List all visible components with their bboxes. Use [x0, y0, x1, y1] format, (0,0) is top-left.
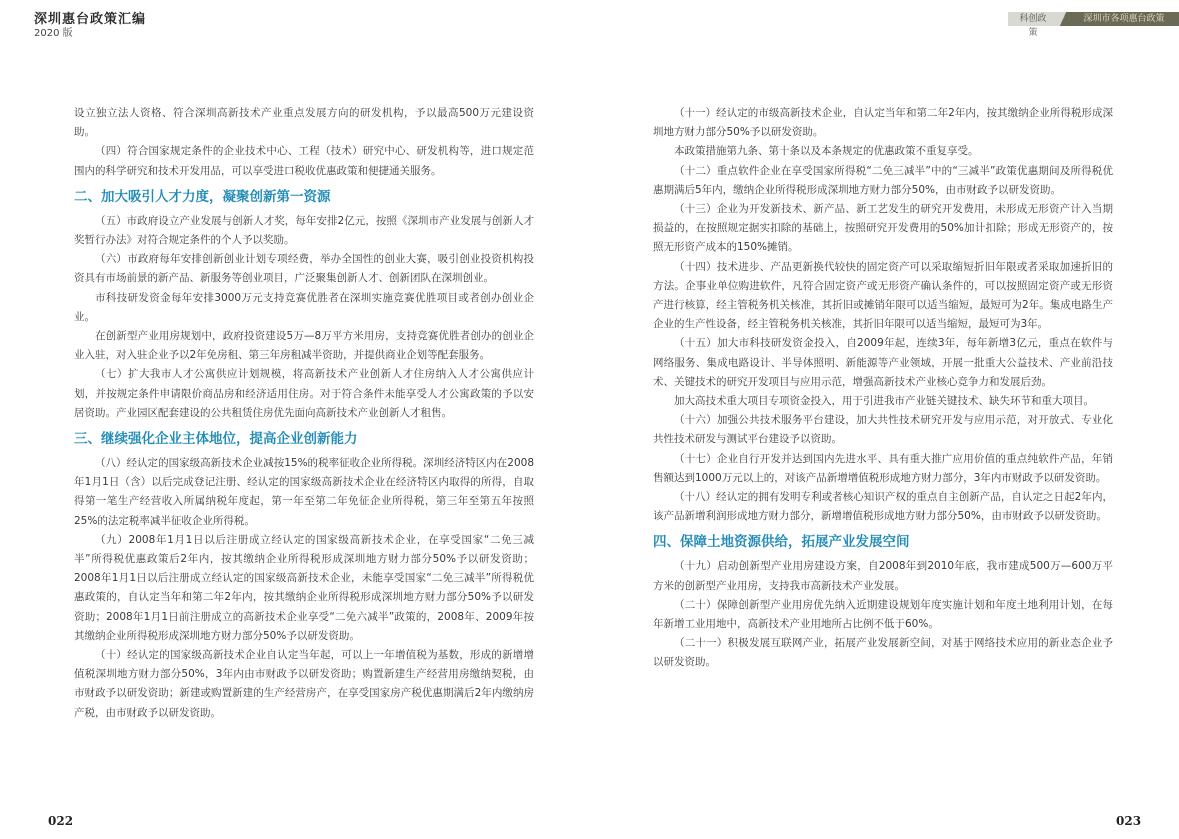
left-page-body: [74, 104, 534, 723]
paragraph: （十五）加大市科技研发资金投入，自2009年起，连续3年，每年新增3亿元，重点在软件与网络服务、集成电路设计、半导体照明、新能源等产业领域，开展一批重大公益技术、产业前沿技术、关键技术的研究开发项目与应用示范，增强高新技术产业核心竞争力和发展后劲。: [653, 337, 1113, 388]
paragraph: （十三）企业为开发新技术、新产品、新工艺发生的研究开发费用，未形成无形资产计入当期损益的，在按照规定据实扣除的基础上，按照研究开发费用的50%加计扣除；形成无形资产的，按照无形资产成本的150%摊销。: [653, 203, 1113, 254]
paragraph: （十九）启动创新型产业用房建设方案，自2008年到2010年底，我市建成500万—600万平方米的创新型产业用房，支持我市高新技术产业发展。: [653, 560, 1113, 592]
paragraph: 本政策措施第九条、第十条以及本条规定的优惠政策不重复享受。: [674, 145, 979, 158]
paragraph: （六）市政府每年安排创新创业计划专项经费，举办全国性的创业大赛，吸引创业投资机构投资具有市场前景的新产品、新服务等创业项目，广泛聚集创新人才、创新团队在深圳创业。: [74, 253, 534, 285]
left-page-number: 022: [48, 814, 74, 828]
paragraph: （五）市政府设立产业发展与创新人才奖，每年安排2亿元，按照《深圳市产业发展与创新人才奖暂行办法》对符合规定条件的个人予以奖励。: [74, 214, 534, 247]
paragraph: （七）扩大我市人才公寓供应计划规模，将高新技术产业创新人才住房纳入人才公寓供应计划，并按规定条件申请限价商品房和经济适用住房。对于符合条件未能享受人才公寓政策的予以安居资助。产业园区配套建设的公共租赁住房优先面向高新技术产业创新人才租售。: [74, 368, 534, 419]
paragraph: （八）经认定的国家级高新技术企业减按15%的税率征收企业所得税。深圳经济特区内在2008年1月1日（含）以后完成登记注册、经认定的国家级高新技术企业在经济特区内取得的所得，自取得第一笔生产经营收入所属纳税年度起，第一年至第二年免征企业所得税，第三年至第五年按照25%的法定税率减半征收企业所得税。: [74, 457, 534, 527]
edition-label: 2020 版: [34, 28, 73, 39]
paragraph: 市科技研发资金每年安排3000万元支持竞赛优胜者在深圳实施竞赛优胜项目或者创办创业企业。: [74, 291, 534, 323]
paragraph: （十八）经认定的拥有发明专利或者核心知识产权的重点自主创新产品，自认定之日起2年内，该产品新增利润形成地方财力部分，新增增值税形成地方财力部分50%，由市财政予以研发资助。: [653, 491, 1113, 523]
section-heading: 四、保障土地资源供给，拓展产业发展空间: [653, 534, 910, 551]
category-tab[interactable]: 科创政策: [1008, 12, 1058, 26]
paragraph: （二十）保障创新型产业用房优先纳入近期建设规划年度实施计划和年度土地利用计划，在每年新增工业用地中，高新技术产业用地所占比例不低于60%。: [653, 598, 1113, 631]
paragraph: （十四）技术进步、产品更新换代较快的固定资产可以采取缩短折旧年限或者采取加速折旧的方法。企事业单位购进软件，凡符合固定资产或无形资产确认条件的，可以按照固定资产或无形资产进行核算，经主管税务机关核准，其折旧或摊销年限可以适当缩短，最短可为2年。集成电路生产企业的生产性设备，经主管税务机关核准，其折旧年限可以适当缩短，最短可为3年。: [653, 260, 1113, 331]
paragraph: （二十一）积极发展互联网产业，拓展产业发展新空间，对基于网络技术应用的新业态企业予以研发资助。: [653, 637, 1113, 669]
paragraph: 在创新型产业用房规划中，政府投资建设5万—8万平方米用房，支持竞赛优胜者创办的创业企业入驻，对入驻企业予以2年免房租、第三年房租减半资助，并提供商业企划等配套服务。: [74, 330, 534, 362]
paragraph: 加大高技术重大项目专项资金投入，用于引进我市产业链关键技术、缺失环节和重大项目。: [674, 395, 1094, 408]
paragraph: （四）符合国家规定条件的企业技术中心、工程（技术）研究中心、研发机构等，进口规定范围内的科学研究和技术开发用品，可以享受进口税收优惠政策和便捷通关服务。: [74, 145, 534, 177]
right-page-number: 023: [1116, 814, 1142, 828]
section-tab-bar: [1008, 12, 1179, 38]
right-page-body: [653, 104, 1113, 673]
tab-divider: [1058, 12, 1068, 26]
paragraph: （九）2008年1月1日以后注册成立经认定的国家级高新技术企业，在享受国家“二免三减半”所得税优惠政策后2年内，按其缴纳企业所得税形成深圳地方财力部分50%予以研发资助；2008年1月1日以后注册成立经认定的国家级高新技术企业，未能享受国家“二免三减半”所得税优惠政策的，自认定当年和第二年2年内，按其缴纳企业所得税形成深圳地方财力部分50%予以研发资助；2008年1月1日前注册成立的高新技术企业享受“二免六减半”政策的，2008年、2009年按其缴纳企业所得税形成深圳地方财力部分50%予以研发资助。: [74, 533, 534, 642]
section-tab[interactable]: 深圳市各项惠台政策: [1068, 12, 1179, 26]
paragraph: （十七）企业自行开发并达到国内先进水平、具有重大推广应用价值的重点纯软件产品，年销售额达到1000万元以上的，对该产品新增增值税形成地方财力部分，3年内市财政予以研发资助。: [653, 452, 1113, 484]
paragraph: 设立独立法人资格、符合深圳高新技术产业重点发展方向的研发机构，予以最高500万元建设资助。: [74, 107, 534, 139]
document-title: 深圳惠台政策汇编: [34, 12, 147, 27]
section-heading: 二、加大吸引人才力度，凝聚创新第一资源: [74, 188, 331, 205]
paragraph: （十六）加强公共技术服务平台建设，加大共性技术研究开发与应用示范，对开放式、专业化共性技术研发与测试平台建设予以资助。: [653, 414, 1113, 446]
paragraph: （十一）经认定的市级高新技术企业，自认定当年和第二年2年内，按其缴纳企业所得税形成深圳地方财力部分50%予以研发资助。: [653, 107, 1113, 139]
paragraph: （十）经认定的国家级高新技术企业自认定当年起，可以上一年增值税为基数，形成的新增增值税深圳地方财力部分50%，3年内由市财政予以研发资助；购置新建生产经营用房缴纳契税，由市财政予以研发资助；新建或购置新建的生产经营房产，在享受国家房产税优惠期满后2年内缴纳房产税，由市财政予以研发资助。: [74, 649, 534, 719]
section-heading: 三、继续强化企业主体地位，提高企业创新能力: [74, 431, 358, 448]
paragraph: （十二）重点软件企业在享受国家所得税“二免三减半”中的“三减半”政策优惠期间及所得税优惠期满后5年内，缴纳企业所得税形成深圳地方财力部分50%，由市财政予以研发资助。: [653, 164, 1113, 196]
